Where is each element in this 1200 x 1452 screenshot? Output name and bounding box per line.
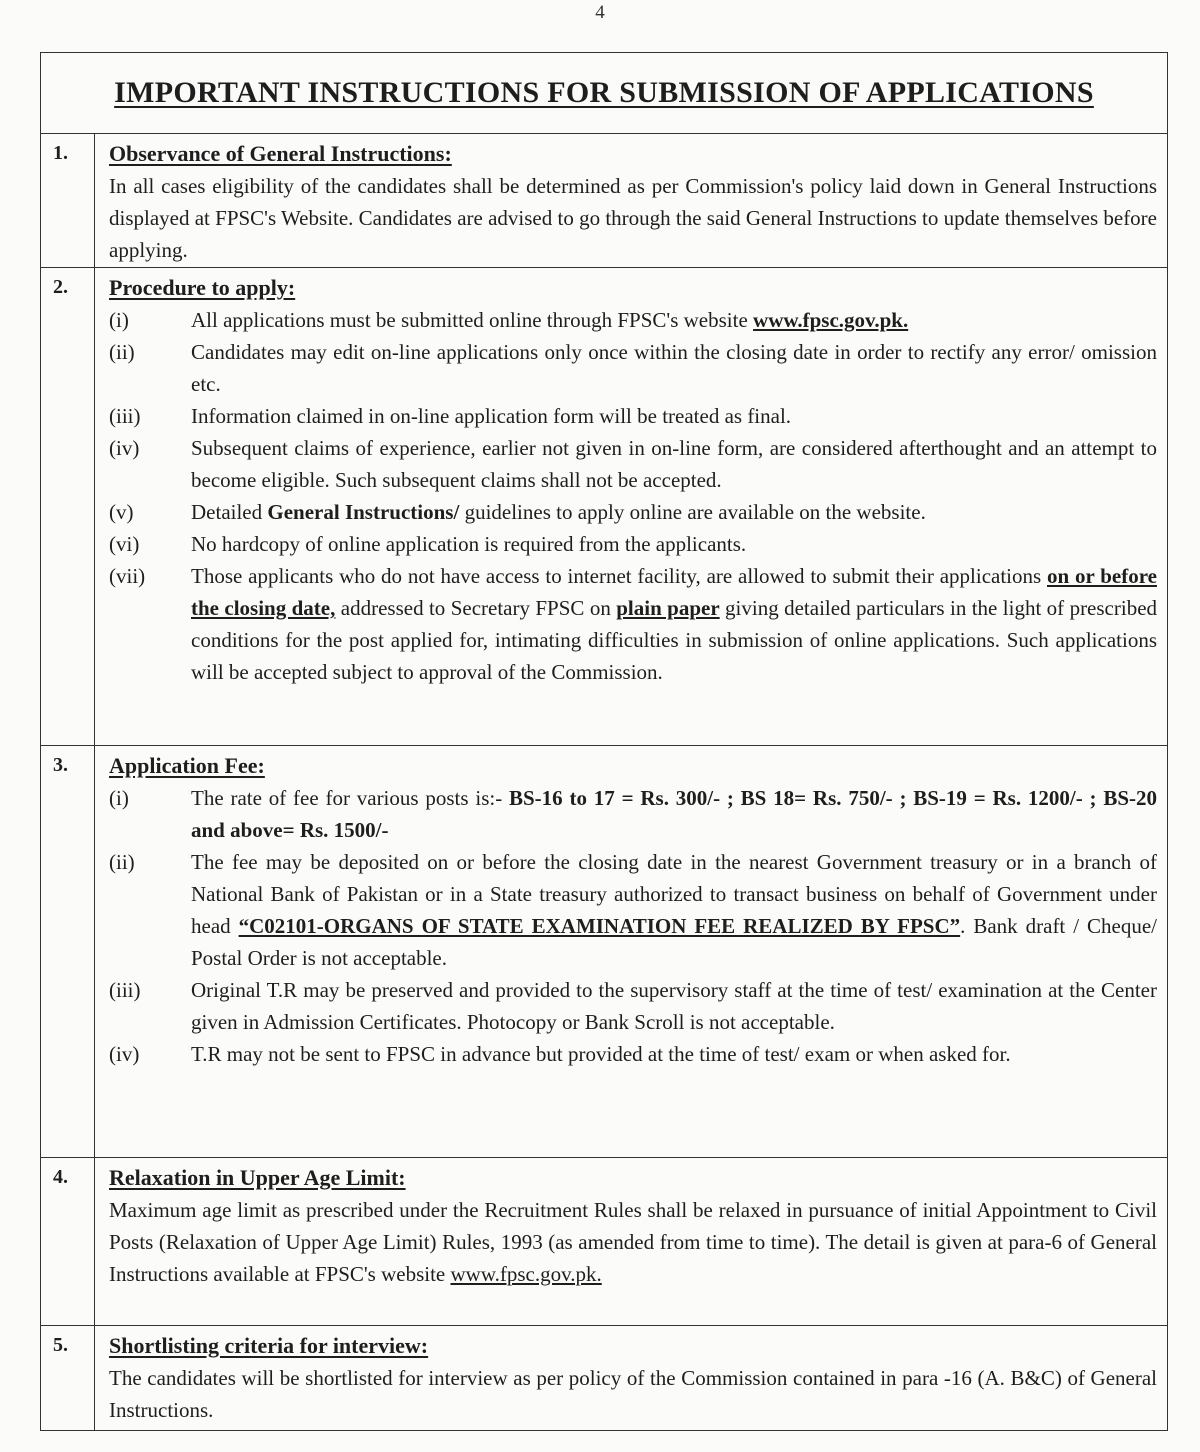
fee-rates: BS-16 to 17 = Rs. 300/- ; BS 18= Rs. 750/- ; BS-19 = Rs. 1200/- ; BS-20 and above= Rs. 1500/-: [191, 786, 1157, 842]
section-body: [95, 1158, 1167, 1325]
section-number: 1.: [41, 134, 95, 267]
section-heading: Application Fee:: [109, 753, 265, 778]
section-body: [95, 1326, 1167, 1430]
section-heading: Shortlisting criteria for interview:: [109, 1333, 429, 1358]
section-shortlisting-criteria: [41, 1326, 1167, 1430]
item-number: (vi): [109, 532, 140, 556]
section-body: [95, 134, 1167, 267]
item-text: Candidates may edit on-line applications only once within the closing date in order to rectify any error/ omission etc.: [191, 340, 1157, 396]
item-text-part: addressed to Secretary FPSC on: [335, 596, 617, 620]
section-text-part: Maximum age limit as prescribed under the Recruitment Rules shall be relaxed in pursuance of initial Appointment to Civil Posts (Relaxation of Upper Age Limit) Rules, 1993 (as amended from time to time). The detail is given at para-6 of General Instructions available at FPSC's website: [109, 1198, 1157, 1286]
item-text: [191, 782, 1157, 846]
list-item: [109, 528, 1157, 560]
item-text: T.R may not be sent to FPSC in advance but provided at the time of test/ exam or when asked for.: [191, 1042, 1011, 1066]
section-number: 2.: [41, 268, 95, 745]
website-link[interactable]: www.fpsc.gov.pk.: [753, 308, 909, 332]
item-number: (iv): [109, 436, 140, 460]
list-item: [109, 400, 1157, 432]
list-item: [109, 560, 1157, 688]
item-text: Original T.R may be preserved and provided to the supervisory staff at the time of test/ examination at the Center given in Admission Certificates. Photocopy or Bank Scroll is not acceptable.: [191, 978, 1157, 1034]
item-text-part: The rate of fee for various posts is:-: [191, 786, 509, 810]
fee-head: “C02101-ORGANS OF STATE EXAMINATION FEE REALIZED BY FPSC”: [238, 914, 961, 938]
item-text-part: guidelines to apply online are available on the website.: [459, 500, 926, 524]
section-number: 5.: [41, 1326, 95, 1430]
list-item: [109, 496, 1157, 528]
list-item: [109, 782, 1157, 846]
section-heading: Observance of General Instructions:: [109, 141, 452, 166]
list-item: [109, 304, 1157, 336]
list-item: [109, 1038, 1157, 1070]
section-application-fee: [41, 746, 1167, 1158]
section-body: [95, 746, 1167, 1157]
page-number: 4: [595, 2, 605, 23]
item-text-part: The fee may be deposited on or before the closing date in the nearest Government treasury or in a branch of National Bank of Pakistan or in a State treasury authorized to transact business on behalf of Government under head: [191, 850, 1157, 938]
item-text: [191, 560, 1157, 688]
item-text-part: Detailed: [191, 500, 268, 524]
item-text: [191, 496, 1157, 528]
document-title: IMPORTANT INSTRUCTIONS FOR SUBMISSION OF APPLICATIONS: [114, 76, 1094, 109]
section-general-instructions: [41, 134, 1167, 268]
item-text-bold: General Instructions/: [267, 500, 460, 524]
item-number: (i): [109, 786, 129, 810]
section-text: [109, 1194, 1157, 1290]
list-item: [109, 846, 1157, 974]
item-text-part: giving detailed particulars in the light of prescribed conditions for the post applied for, intimating difficulties in submission of online applications. Such applications will be accepted subject to approval of the Commission.: [191, 596, 1158, 684]
item-number: (i): [109, 308, 129, 332]
item-text-part: All applications must be submitted online through FPSC's website: [191, 308, 754, 332]
item-text-bold-underline: on or before the closing date,: [191, 564, 1157, 620]
instructions-table: [40, 52, 1168, 1431]
section-number: 3.: [41, 746, 95, 1157]
item-number: (vii): [109, 564, 146, 588]
item-text: Subsequent claims of experience, earlier not given in on-line form, are considered afterthought and an attempt to become eligible. Such subsequent claims shall not be accepted.: [191, 436, 1157, 492]
item-text: Information claimed in on-line application form will be treated as final.: [191, 404, 792, 428]
item-text-bold-underline: plain paper: [616, 596, 720, 620]
section-number: 4.: [41, 1158, 95, 1325]
section-heading: Relaxation in Upper Age Limit:: [109, 1165, 406, 1190]
section-text: In all cases eligibility of the candidates shall be determined as per Commission's policy laid down in General Instructions displayed at FPSC's Website. Candidates are advised to go through the said General Instructions to update themselves before applying.: [109, 174, 1157, 262]
item-number: (iii): [109, 404, 141, 428]
section-age-relaxation: [41, 1158, 1167, 1326]
list-item: [109, 974, 1157, 1038]
title-row: [41, 53, 1167, 134]
website-link[interactable]: www.fpsc.gov.pk.: [450, 1262, 602, 1286]
item-text-part: Those applicants who do not have access to internet facility, are allowed to submit their applications: [191, 564, 1047, 588]
item-text-part: . Bank draft / Cheque/ Postal Order is not acceptable.: [191, 914, 1157, 970]
item-text: [191, 304, 1157, 336]
item-text: [191, 846, 1157, 974]
item-text: No hardcopy of online application is required from the applicants.: [191, 532, 747, 556]
item-number: (ii): [109, 850, 135, 874]
item-number: (ii): [109, 340, 135, 364]
list-item: [109, 336, 1157, 400]
item-number: (iii): [109, 978, 141, 1002]
item-number: (v): [109, 500, 134, 524]
list-item: [109, 432, 1157, 496]
item-number: (iv): [109, 1042, 140, 1066]
section-heading: Procedure to apply:: [109, 275, 296, 300]
section-body: [95, 268, 1167, 745]
section-text: The candidates will be shortlisted for interview as per policy of the Commission contained in para -16 (A. B&C) of General Instructions.: [109, 1366, 1157, 1422]
section-procedure-to-apply: [41, 268, 1167, 746]
